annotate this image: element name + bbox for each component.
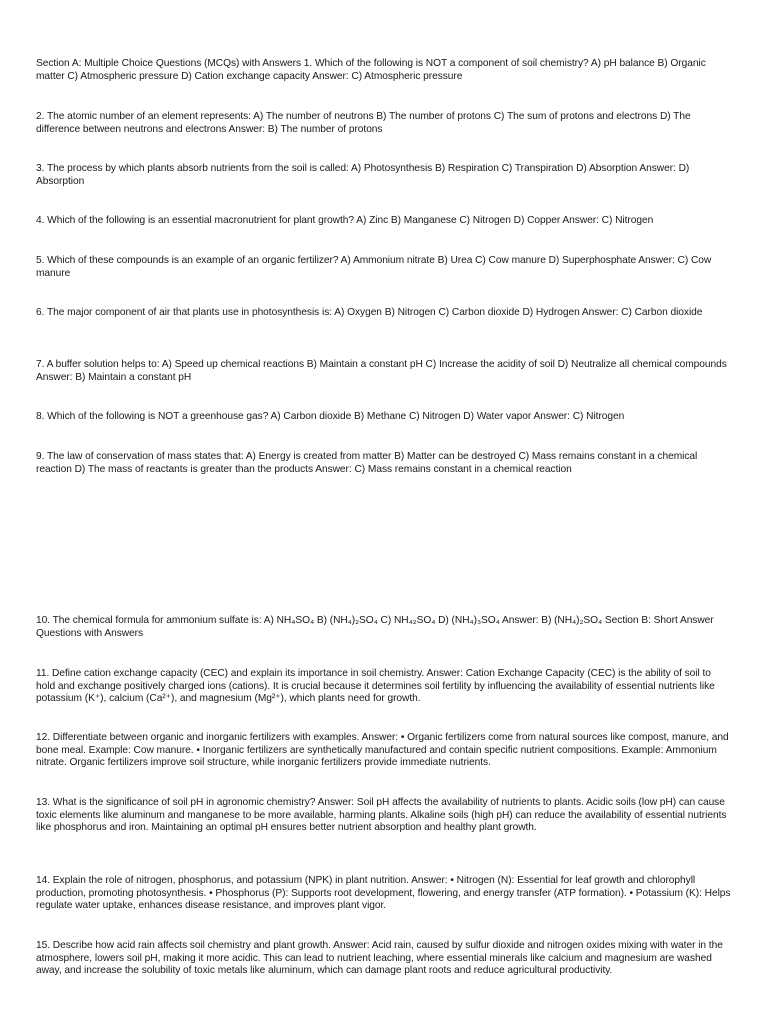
paragraph-section-a-q1: Section A: Multiple Choice Questions (MCQs) with Answers 1. Which of the following is NOT a component of soil chemistry? A) pH balance B) Organic matter C) Atmospheric pressure D) Cation exchange capacity Answer: C) Atmospheric pressure bbox=[36, 58, 706, 82]
paragraph-q14: 14. Explain the role of nitrogen, phosphorus, and potassium (NPK) in plant nutrition. Answer: • Nitrogen (N): Essential for leaf growth and chlorophyll production, promoting photosynthesis. • Phosphorus (P): Supports root development, flowering, and energy transfer (ATP formation). • Potassium (K): Helps regulate water uptake, enhances disease resistance, and improves plant vigor. bbox=[36, 875, 731, 912]
paragraph-q10-section-b: 10. The chemical formula for ammonium sulfate is: A) NH₄SO₄ B) (NH₄)₂SO₄ C) NH₄₂SO₄ D) (NH₄)₃SO₄ Answer: B) (NH₄)₂SO₄ Section B: Short Answer Questions with Answers bbox=[36, 615, 714, 639]
paragraph-q2: 2. The atomic number of an element represents: A) The number of neutrons B) The number of protons C) The sum of protons and electrons D) The difference between neutrons and electrons Answer: B) The number of protons bbox=[36, 111, 691, 135]
paragraph-q4: 4. Which of the following is an essential macronutrient for plant growth? A) Zinc B) Manganese C) Nitrogen D) Copper Answer: C) Nitrogen bbox=[36, 215, 654, 226]
paragraph-q9: 9. The law of conservation of mass states that: A) Energy is created from matter B) Matter can be destroyed C) Mass remains constant in a chemical reaction D) The mass of reactants is greater than the products Answer: C) Mass remains constant in a chemical reaction bbox=[36, 451, 698, 475]
paragraph-q15: 15. Describe how acid rain affects soil chemistry and plant growth. Answer: Acid rain, caused by sulfur dioxide and nitrogen oxides mixing with water in the atmosphere, lowers soil pH, making it more acidic. This can lead to nutrient leaching, where essential minerals like calcium and magnesium are washed away, and increase the solubility of toxic metals like aluminum, which can damage plant roots and reduce agricultural productivity. bbox=[36, 940, 723, 977]
paragraph-q3: 3. The process by which plants absorb nutrients from the soil is called: A) Photosynthesis B) Respiration C) Transpiration D) Absorption Answer: D) Absorption bbox=[36, 163, 690, 187]
paragraph-q8: 8. Which of the following is NOT a greenhouse gas? A) Carbon dioxide B) Methane C) Nitrogen D) Water vapor Answer: C) Nitrogen bbox=[36, 411, 625, 422]
paragraph-q12: 12. Differentiate between organic and inorganic fertilizers with examples. Answer: • Organic fertilizers come from natural sources like compost, manure, and bone meal. Example: Cow manure. • Inorganic fertilizers are synthetically manufactured and contain specific nutrient compositions. Example: Ammonium nitrate. Organic fertilizers improve soil structure, while inorganic fertilizers provide immediate nutrients. bbox=[36, 732, 729, 769]
paragraph-q7: 7. A buffer solution helps to: A) Speed up chemical reactions B) Maintain a constant pH C) Increase the acidity of soil D) Neutralize all chemical compounds Answer: B) Maintain a constant pH bbox=[36, 359, 727, 383]
paragraph-q13: 13. What is the significance of soil pH in agronomic chemistry? Answer: Soil pH affects the availability of nutrients to plants. Acidic soils (low pH) can cause toxic elements like aluminum and manganese to be more available, harming plants. Alkaline soils (high pH) can reduce the availability of essential nutrients like phosphorus and iron. Maintaining an optimal pH ensures better nutrient absorption and healthy plant growth. bbox=[36, 797, 727, 834]
paragraph-q6: 6. The major component of air that plants use in photosynthesis is: A) Oxygen B) Nitrogen C) Carbon dioxide D) Hydrogen Answer: C) Carbon dioxide bbox=[36, 307, 703, 318]
paragraph-q11: 11. Define cation exchange capacity (CEC) and explain its importance in soil chemistry. Answer: Cation Exchange Capacity (CEC) is the ability of soil to hold and exchange positively charged ions (cations). It is crucial because it determines soil fertility by influencing the availability of essential nutrients like potassium (K⁺), calcium (Ca²⁺), and magnesium (Mg²⁺), which plants need for growth. bbox=[36, 668, 715, 705]
paragraph-q5: 5. Which of these compounds is an example of an organic fertilizer? A) Ammonium nitrate B) Urea C) Cow manure D) Superphosphate Answer: C) Cow manure bbox=[36, 255, 712, 279]
